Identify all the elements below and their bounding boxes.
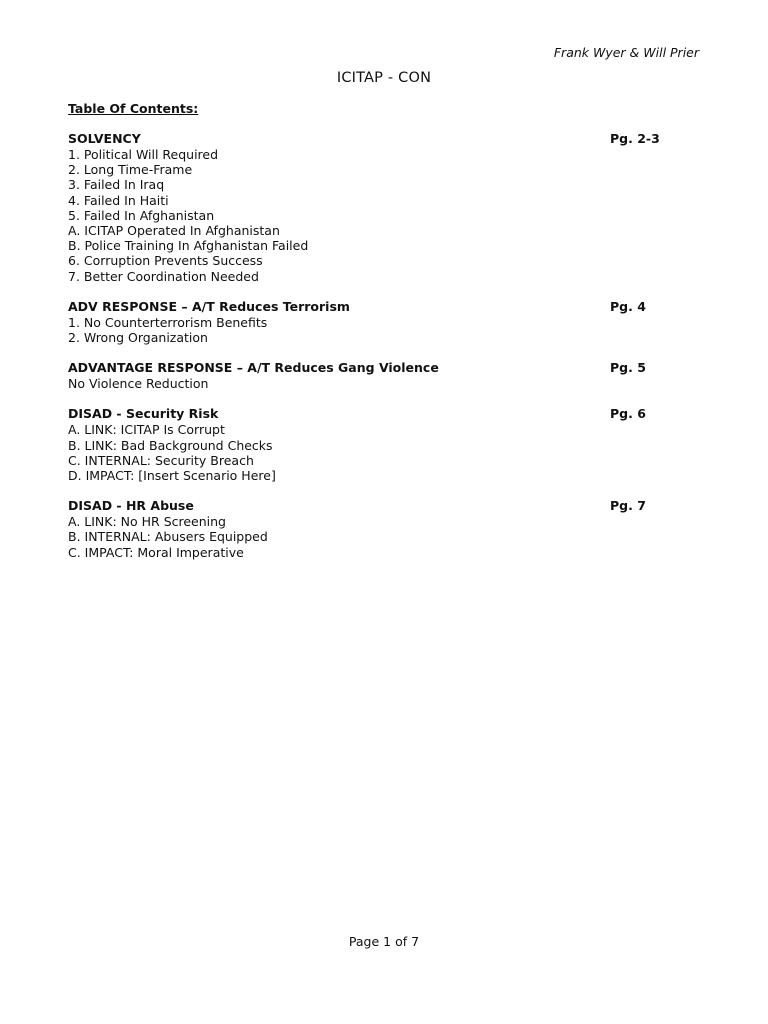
toc-section-page: Pg. 5 <box>610 360 646 376</box>
toc-item: 2. Long Time-Frame <box>68 162 193 178</box>
document-title: ICITAP - CON <box>336 70 432 86</box>
toc-section-title: ADV RESPONSE – A/T Reduces Terrorism <box>68 298 350 314</box>
toc-section-title: ADVANTAGE RESPONSE – A/T Reduces Gang Violence <box>68 360 439 376</box>
toc-section <box>68 360 688 391</box>
toc-item: A. LINK: ICITAP Is Corrupt <box>68 422 225 438</box>
toc-item: C. IMPACT: Moral Imperative <box>68 544 244 560</box>
toc-item: B. Police Training In Afghanistan Failed <box>68 238 309 254</box>
toc-item: 5. Failed In Afghanistan <box>68 207 215 223</box>
toc-section <box>68 299 688 345</box>
toc-item: 7. Better Coordination Needed <box>68 268 259 284</box>
toc-item: A. ICITAP Operated In Afghanistan <box>68 223 280 239</box>
toc-section-page: Pg. 6 <box>610 406 646 422</box>
toc-section <box>68 406 688 483</box>
toc-section-page: Pg. 7 <box>610 498 646 514</box>
toc-item: B. LINK: Bad Background Checks <box>68 437 273 453</box>
toc-item: 6. Corruption Prevents Success <box>68 253 263 269</box>
toc-item: No Violence Reduction <box>68 376 209 392</box>
toc-item: C. INTERNAL: Security Breach <box>68 452 254 468</box>
toc-item: A. LINK: No HR Screening <box>68 514 226 530</box>
toc-item: B. INTERNAL: Abusers Equipped <box>68 529 268 545</box>
toc-section-title: SOLVENCY <box>68 131 141 146</box>
toc-section-page: Pg. 2-3 <box>610 131 660 146</box>
toc-item: 1. Political Will Required <box>68 147 219 162</box>
toc-heading: Table Of Contents: <box>68 101 199 116</box>
toc-section-title: DISAD - HR Abuse <box>68 498 194 514</box>
toc-item: 2. Wrong Organization <box>68 330 208 346</box>
toc-section-header <box>68 498 688 514</box>
toc-section-header <box>68 406 688 422</box>
toc-section-title: DISAD - Security Risk <box>68 406 219 422</box>
author-line: Frank Wyer & Will Prier <box>553 45 699 60</box>
toc-sections <box>68 131 688 575</box>
toc-item: 1. No Counterterrorism Benefits <box>68 314 268 330</box>
toc-section <box>68 131 688 284</box>
page-footer: Page 1 of 7 <box>348 934 420 949</box>
toc-item: D. IMPACT: [Insert Scenario Here] <box>68 468 276 484</box>
toc-item: 3. Failed In Iraq <box>68 177 165 193</box>
toc-item: 4. Failed In Haiti <box>68 192 169 208</box>
toc-section-page: Pg. 4 <box>610 298 646 314</box>
toc-section-header <box>68 131 688 147</box>
toc-section-header <box>68 360 688 376</box>
toc-section <box>68 498 688 560</box>
toc-section-header <box>68 299 688 315</box>
